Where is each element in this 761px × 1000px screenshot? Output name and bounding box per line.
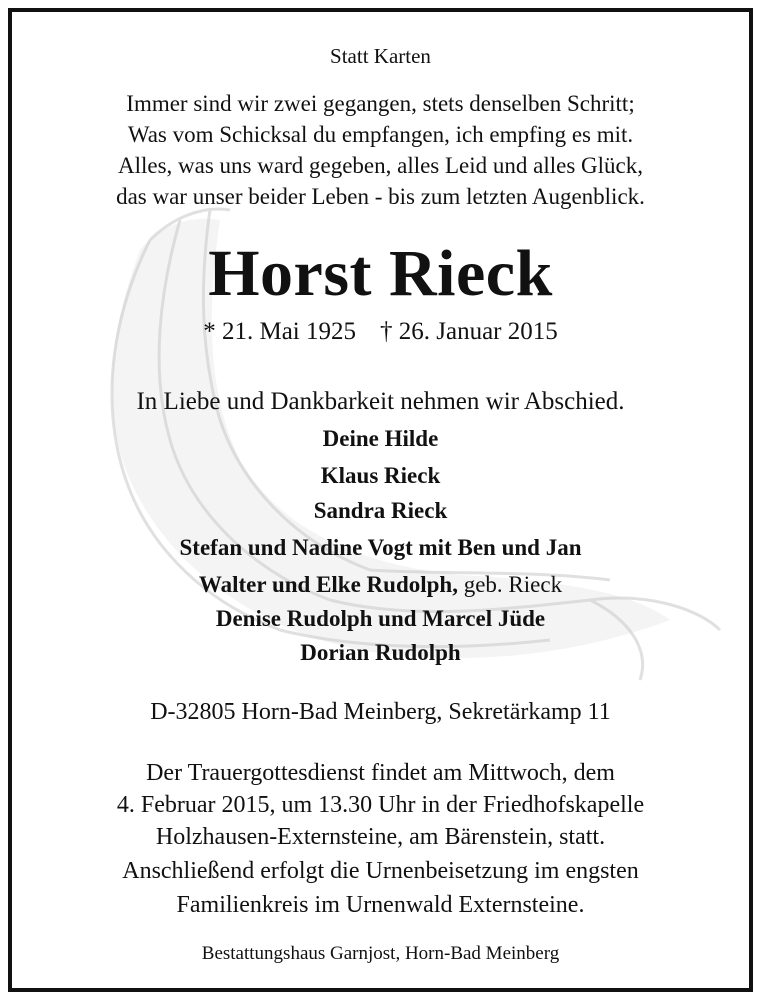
mourner-name: Klaus Rieck bbox=[320, 463, 441, 488]
birth-date: * 21. Mai 1925 bbox=[203, 318, 357, 345]
mourner-name-bold: Walter und Elke Rudolph, bbox=[198, 572, 458, 597]
poem-line: Immer sind wir zwei gegangen, stets denselben Schritt; bbox=[126, 91, 635, 116]
mourner-name: Denise Rudolph und Marcel Jüde bbox=[215, 606, 546, 631]
deceased-name: Horst Rieck bbox=[208, 237, 553, 310]
service-line: Familienkreis im Urnenwald Externsteine. bbox=[176, 892, 585, 918]
farewell-intro: In Liebe und Dankbarkeit nehmen wir Abschied. bbox=[136, 388, 625, 415]
header-text: Statt Karten bbox=[330, 44, 431, 68]
mourner-name: Sandra Rieck bbox=[313, 498, 448, 523]
life-dates bbox=[0, 318, 761, 346]
family-address: D-32805 Horn-Bad Meinberg, Sekretärkamp 11 bbox=[150, 699, 611, 725]
service-line: 4. Februar 2015, um 13.30 Uhr in der Friedhofskapelle bbox=[116, 792, 645, 818]
mourner-maiden-name: geb. Rieck bbox=[463, 572, 563, 597]
service-line: Holzhausen-Externsteine, am Bärenstein, statt. bbox=[155, 824, 606, 850]
poem-line: Alles, was uns ward gegeben, alles Leid und alles Glück, bbox=[117, 153, 644, 178]
poem-line: das war unser beider Leben - bis zum letzten Augenblick. bbox=[116, 184, 645, 209]
mourner-name: Stefan und Nadine Vogt mit Ben und Jan bbox=[179, 535, 582, 560]
service-line: Der Trauergottesdienst findet am Mittwoch, dem bbox=[146, 760, 615, 786]
service-line: Anschließend erfolgt die Urnenbeisetzung im engsten bbox=[122, 858, 639, 884]
mourner-name: Deine Hilde bbox=[322, 426, 439, 451]
funeral-home: Bestattungshaus Garnjost, Horn-Bad Meinberg bbox=[201, 943, 560, 964]
mourner-name bbox=[0, 572, 761, 598]
poem-line: Was vom Schicksal du empfangen, ich empfing es mit. bbox=[127, 122, 634, 147]
death-date: † 26. Januar 2015 bbox=[380, 318, 558, 345]
mourner-name: Dorian Rudolph bbox=[300, 640, 461, 665]
